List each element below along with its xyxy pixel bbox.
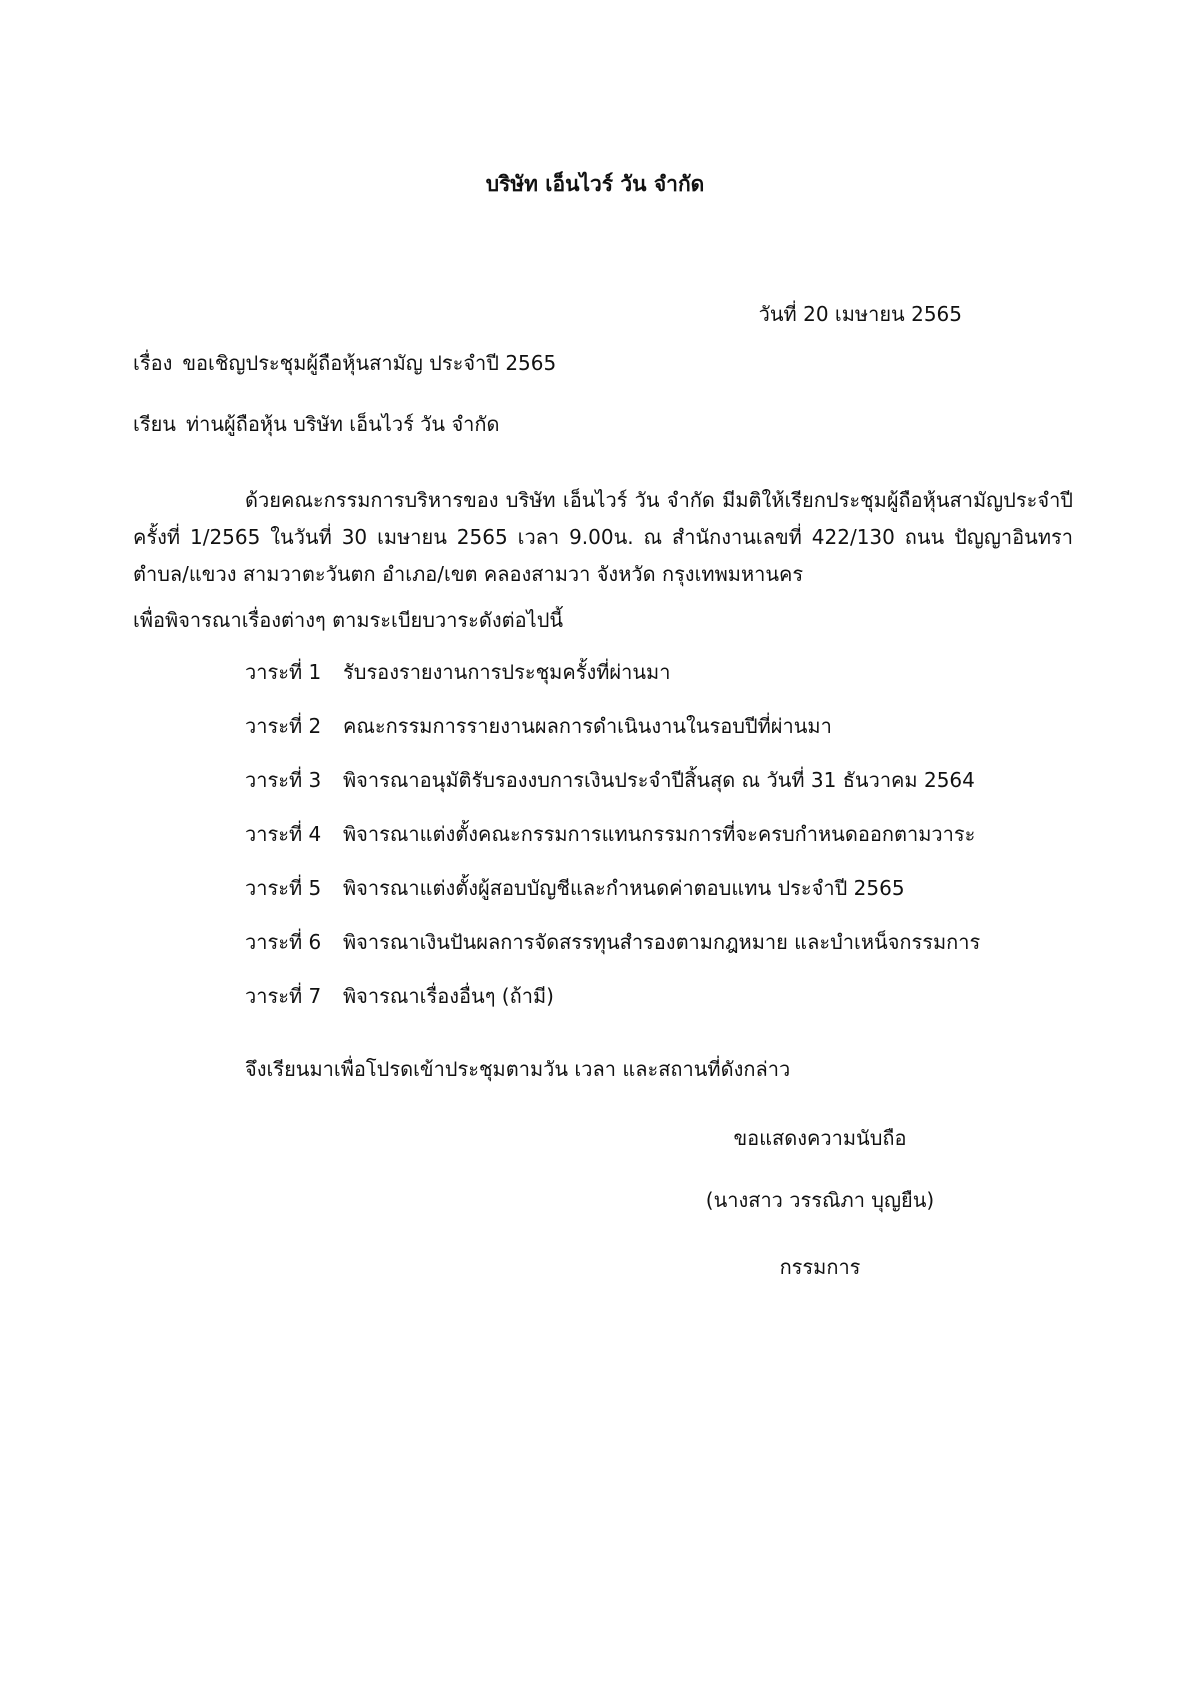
agenda-item	[245, 660, 1085, 714]
body-paragraph-text: ด้วยคณะกรรมการบริหารของ บริษัท เอ็นไวร์ วัน จำกัด มีมติให้เรียกประชุมผู้ถือหุ้นสามัญประจำปี ครั้งที่ 1/2565 ในวันที่ 30 เมษายน 2565 เวลา 9.00น. ณ สำนักงานเลขที่ 422/130 ถนน ปัญญาอินทรา ตำบล/แขวง สามวาตะวันตก อำเภอ/เขต คลองสามวา จังหวัด กรุงเทพมหานคร	[133, 488, 1073, 586]
subject-text: ขอเชิญประชุมผู้ถือหุ้นสามัญ ประจำปี 2565	[182, 351, 557, 375]
body-paragraph	[133, 482, 1073, 593]
regards-line: ขอแสดงความนับถือ	[733, 1126, 907, 1150]
subject-label: เรื่อง	[133, 351, 173, 375]
recipient-label: เรียน	[133, 412, 176, 436]
agenda-number: วาระที่ 5	[245, 876, 322, 900]
agenda-item	[245, 984, 1085, 1038]
agenda-number: วาระที่ 7	[245, 984, 322, 1008]
agenda-number: วาระที่ 4	[245, 822, 322, 846]
letter-date: วันที่ 20 เมษายน 2565	[758, 302, 962, 326]
agenda-intro: เพื่อพิจารณาเรื่องต่างๆ ตามระเบียบวาระดังต่อไปนี้	[133, 608, 564, 632]
company-title: บริษัท เอ็นไวร์ วัน จำกัด	[485, 172, 705, 196]
subject-line	[133, 351, 556, 375]
agenda-item	[245, 930, 1085, 984]
closing-line: จึงเรียนมาเพื่อโปรดเข้าประชุมตามวัน เวลา และสถานที่ดังกล่าว	[245, 1057, 791, 1081]
agenda-text: พิจารณาอนุมัติรับรองงบการเงินประจำปีสิ้นสุด ณ วันที่ 31 ธันวาคม 2564	[343, 768, 975, 792]
agenda-number: วาระที่ 2	[245, 714, 322, 738]
agenda-text: คณะกรรมการรายงานผลการดำเนินงานในรอบปีที่ผ่านมา	[343, 714, 832, 738]
agenda-item	[245, 768, 1085, 822]
agenda-text: รับรองรายงานการประชุมครั้งที่ผ่านมา	[343, 660, 671, 684]
agenda-number: วาระที่ 6	[245, 930, 322, 954]
signer-name: (นางสาว วรรณิภา บุญยืน)	[705, 1188, 935, 1212]
agenda-number: วาระที่ 3	[245, 768, 322, 792]
signer-title: กรรมการ	[779, 1255, 861, 1279]
agenda-text: พิจารณาเงินปันผลการจัดสรรทุนสำรองตามกฎหมาย และบำเหน็จกรรมการ	[343, 930, 981, 954]
agenda-item	[245, 876, 1085, 930]
agenda-list	[245, 660, 1085, 1038]
recipient-text: ท่านผู้ถือหุ้น บริษัท เอ็นไวร์ วัน จำกัด	[185, 412, 500, 436]
agenda-text: พิจารณาเรื่องอื่นๆ (ถ้ามี)	[343, 984, 554, 1008]
agenda-text: พิจารณาแต่งตั้งผู้สอบบัญชีและกำหนดค่าตอบแทน ประจำปี 2565	[343, 876, 905, 900]
agenda-number: วาระที่ 1	[245, 660, 322, 684]
agenda-text: พิจารณาแต่งตั้งคณะกรรมการแทนกรรมการที่จะครบกำหนดออกตามวาระ	[343, 822, 976, 846]
agenda-item	[245, 822, 1085, 876]
recipient-line	[133, 412, 499, 436]
agenda-item	[245, 714, 1085, 768]
